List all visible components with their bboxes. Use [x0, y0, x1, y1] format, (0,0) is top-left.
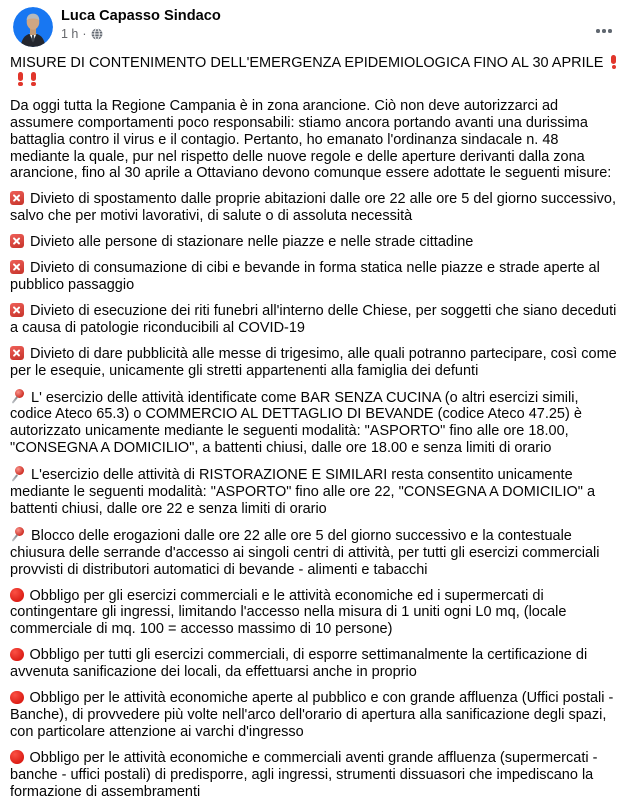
profile-photo: [13, 7, 53, 47]
post-intro: Da oggi tutta la Regione Campania è in zona arancione. Ciò non deve autorizzarci ad assumere comportamenti poco responsabili: stiamo ancora portando avanti una durissima battaglia contro il virus e il contagio. Pertanto, ho emanato l'ordinanza sindacale n. 48 mediante la quale, pur nel rispetto delle nuove regole e delle aperture derivanti dalla zona arancione, fino al 30 aprile a Ottaviano devono comunque essere adottate le seguenti misure:: [10, 97, 612, 182]
exclamation-icon: [611, 55, 616, 69]
pushpin-icon: [10, 466, 25, 481]
post-header: [0, 0, 628, 47]
exclamation-icon: [31, 72, 36, 86]
red-circle-icon: [10, 648, 24, 662]
measure-item: Divieto di esecuzione dei riti funebri all'interno delle Chiese, per soggetti che siano deceduti a causa di patologie riconducibili al COVID-19: [10, 302, 617, 336]
post-title-text: MISURE DI CONTENIMENTO DELL'EMERGENZA EPIDEMIOLOGICA FINO AL 30 APRILE: [10, 55, 604, 71]
pushpin-icon: [10, 527, 25, 542]
measure-item: Divieto di spostamento dalle proprie abitazioni dalle ore 22 alle ore 5 del giorno successivo, salvo che per motivi lavorativi, di salute o di assoluta necessità: [10, 191, 616, 225]
measure-item: Obbligo per tutti gli esercizi commerciali, di esporre settimanalmente la certificazione di avvenuta sanificazione dei locali, da effettuarsi anche in proprio: [10, 647, 588, 681]
cross-mark-icon: [10, 260, 24, 274]
measure-item: Blocco delle erogazioni dalle ore 22 alle ore 5 del giorno successivo e la contestuale chiusura delle serrande d'accesso ai singoli centri di attività, per tutti gli esercizi commerciali provvisti di distributori automatici di bevande - alimenti e tabacchi: [10, 527, 600, 578]
post-meta: [61, 27, 589, 41]
measures-list: [10, 191, 619, 800]
red-circle-icon: [10, 691, 24, 705]
red-circle-icon: [10, 588, 24, 602]
measure-item: Obbligo per le attività economiche aperte al pubblico e con grande affluenza (Uffici postali - Banche), di provvedere più volte nell'arco dell'orario di apertura alla sanificazione degli spazi, con particolare attenzione ai varchi d'ingresso: [10, 690, 614, 740]
measure-item: Divieto alle persone di stazionare nelle piazze e nelle strade cittadine: [10, 234, 619, 251]
author-name[interactable]: Luca Capasso Sindaco: [61, 8, 221, 24]
red-circle-icon: [10, 750, 24, 764]
measure-item: L' esercizio delle attività identificate come BAR SENZA CUCINA (o altri esercizi simili, codice Ateco 65.3) o COMMERCIO AL DETTAGLIO DI BEVANDE (codice Ateco 47.25) è autorizzato unicamente mediante le seguenti modalità: "ASPORTO" fino alle ore 18.00, "CONSEGNA A DOMICILIO", a battenti chiusi, dalle ore 18.00 e senza limiti di orario: [10, 389, 582, 457]
cross-mark-icon: [10, 346, 24, 360]
meta-separator: ·: [82, 27, 87, 41]
cross-mark-icon: [10, 234, 24, 248]
exclamation-icon: [18, 72, 23, 86]
timestamp[interactable]: 1 h: [61, 27, 79, 41]
avatar[interactable]: [13, 7, 53, 47]
pushpin-icon: [10, 389, 25, 404]
measure-item: L'esercizio delle attività di RISTORAZIONE E SIMILARI resta consentito unicamente mediante le seguenti modalità: "ASPORTO" fino alle ore 22, "CONSEGNA A DOMICILIO" a battenti chiusi, dalle ore 22 e senza limiti di orario: [10, 467, 596, 517]
post-body: [0, 47, 628, 800]
measure-item: Divieto di dare pubblicità alle messe di trigesimo, alle quali potranno partecipare, così come per le esequie, unicamente gli stretti appartenenti alla famiglia dei defunti: [10, 345, 617, 379]
cross-mark-icon: [10, 191, 24, 205]
measure-item: Divieto di consumazione di cibi e bevande in forma statica nelle piazze e strade aperte al pubblico passaggio: [10, 260, 600, 293]
cross-mark-icon: [10, 303, 24, 317]
measure-item: Obbligo per gli esercizi commerciali e le attività economiche ed i supermercati di contingentare gli ingressi, limitando l'accesso nella misura di 1 uniti ogni L0 mq, (locale commerciale di mq. 100 = accesso massimo di 10 persone): [10, 587, 567, 638]
header-text: [61, 7, 589, 41]
measure-item: Obbligo per le attività economiche e commerciali aventi grande affluenza (supermercati - banche - uffici postali) di predisporre, agli ingressi, strumenti dissuasori che impediscano la formazione di assembramenti: [10, 749, 598, 800]
ellipsis-icon: [593, 21, 612, 36]
post-options-button[interactable]: [589, 15, 616, 42]
post-title: [10, 55, 619, 89]
globe-icon: [91, 28, 103, 40]
